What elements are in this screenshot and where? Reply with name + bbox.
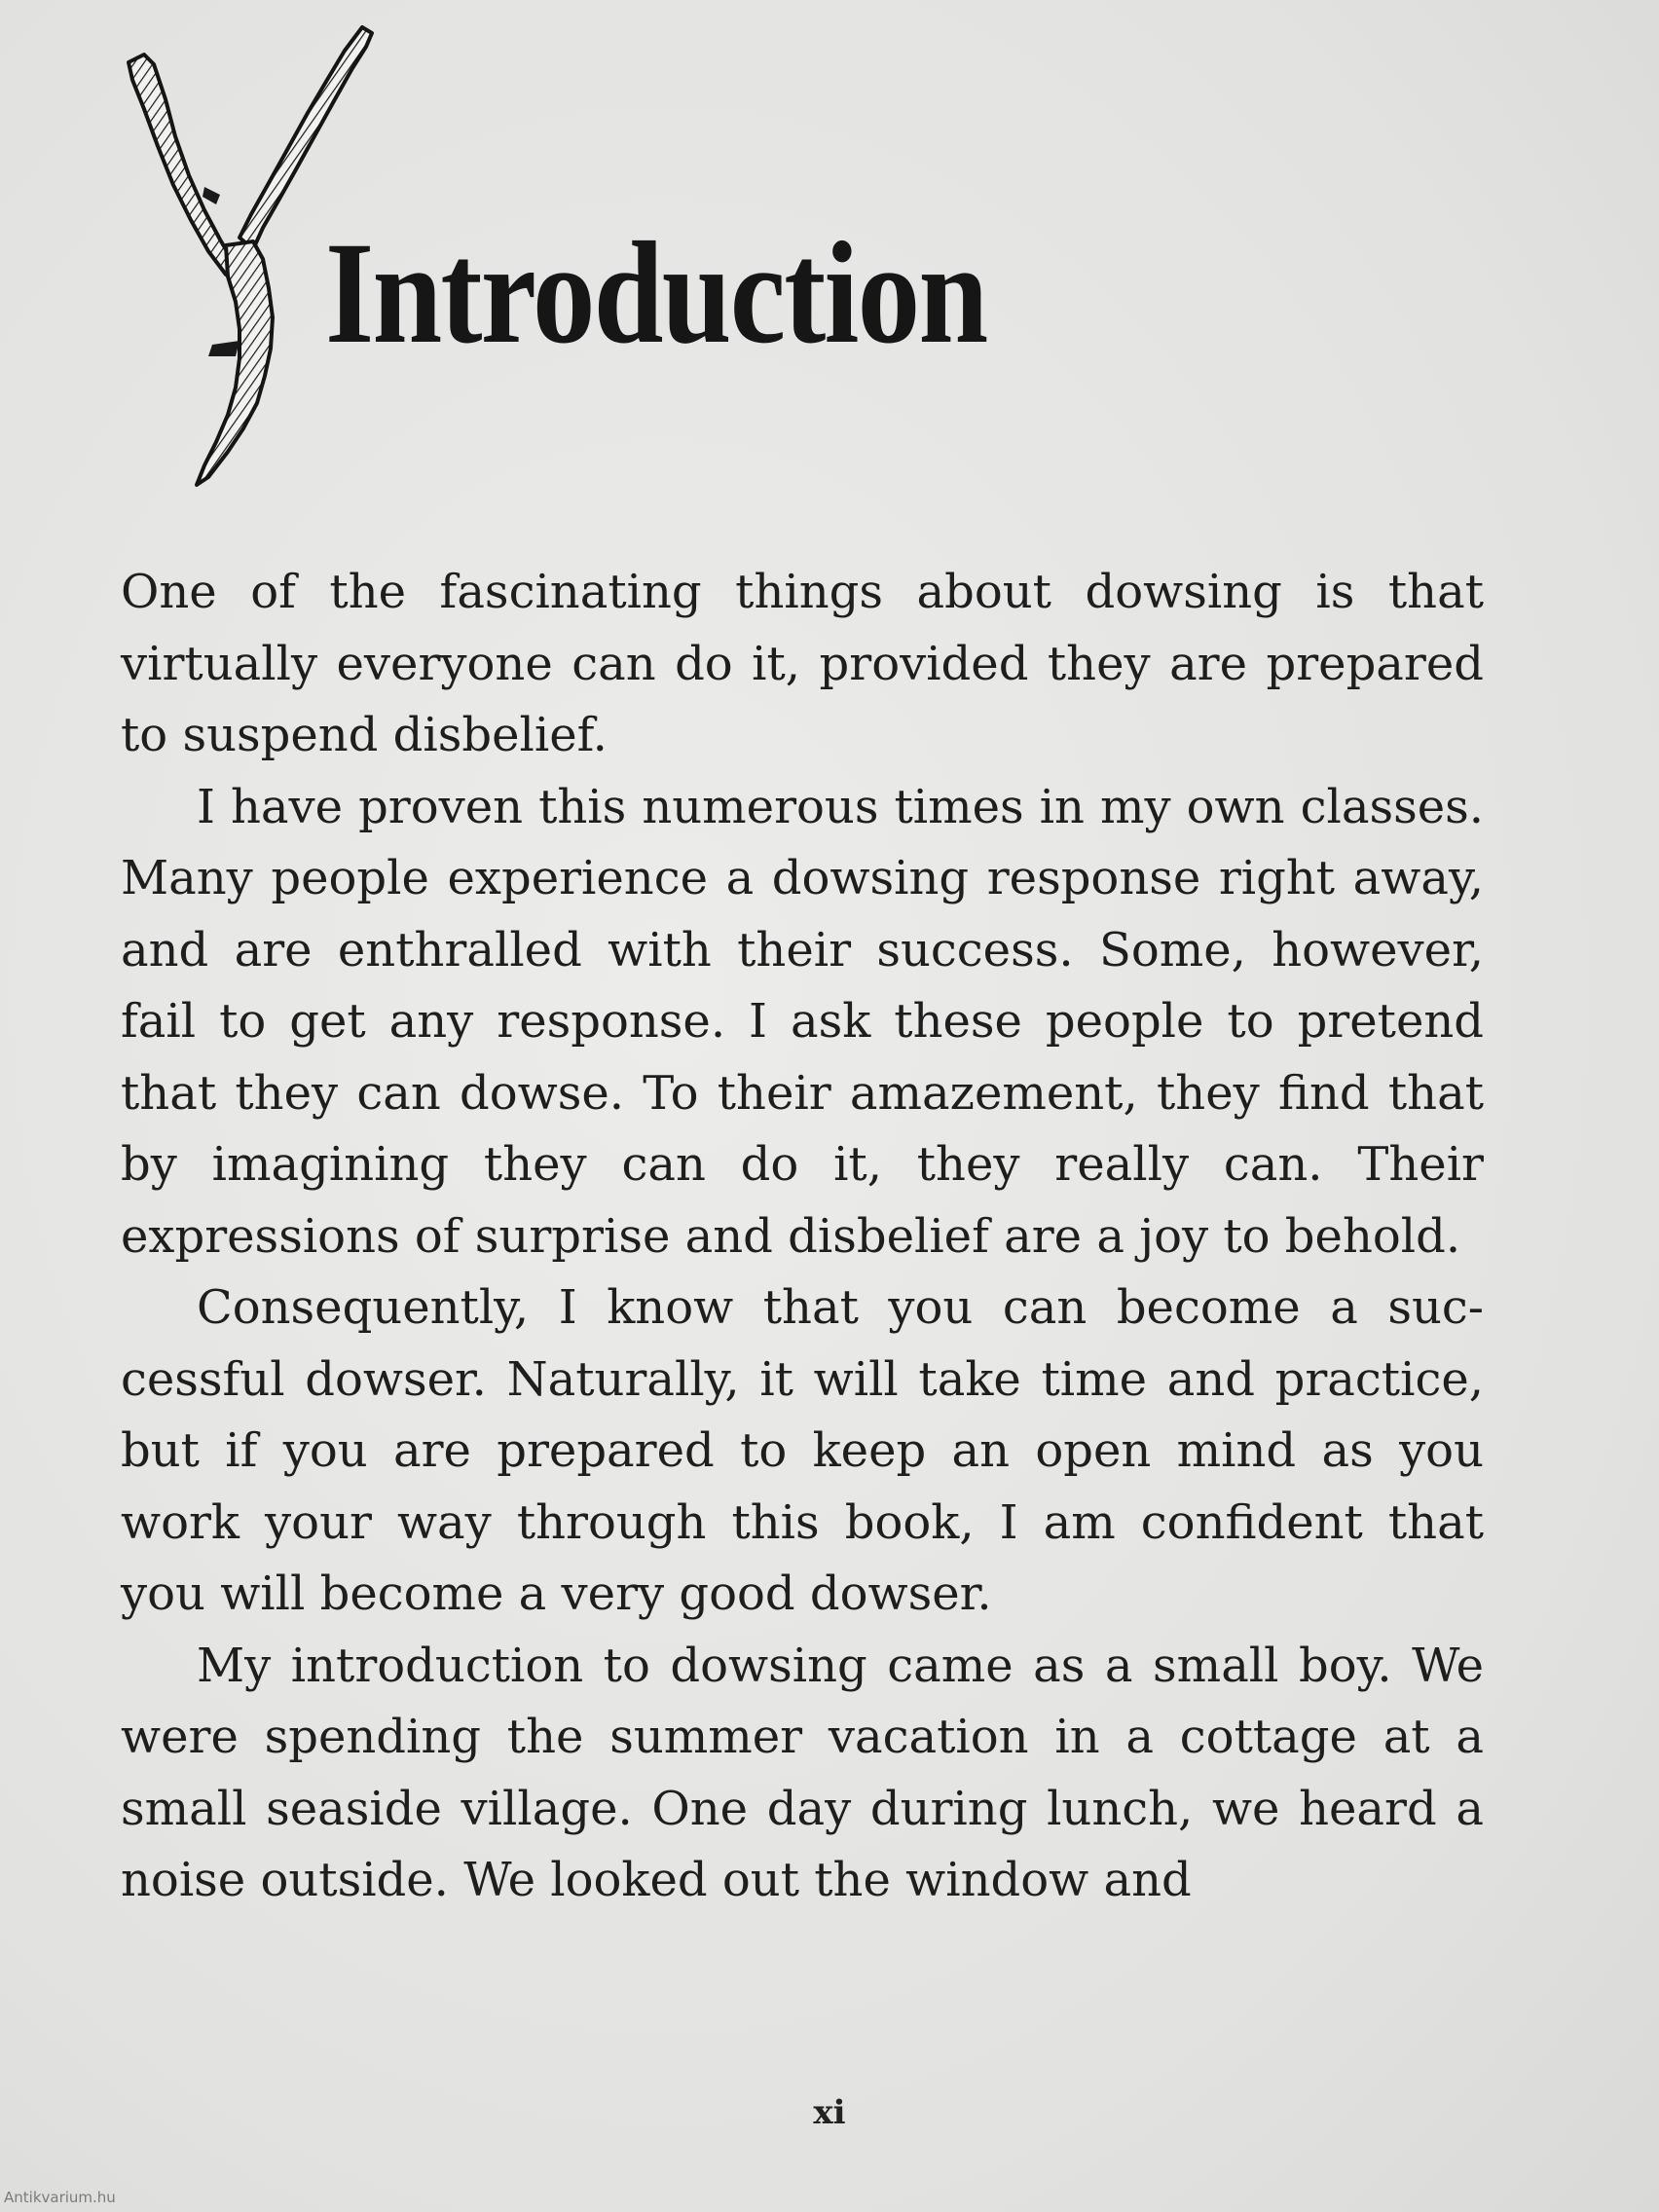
paragraph-3: Consequently, I know that you can become a successful dowser. Naturally, it will take time and practice, but if you are prepared to keep an open mind as you work your way through this book, I am confident that you will become a very good dowser. xyxy=(121,1280,1484,1621)
page-number: xi xyxy=(813,2093,846,2132)
watermark: Antikvarium.hu xyxy=(4,2189,116,2206)
paragraph-4: My introduction to dowsing came as a small boy. We were spending the summer vacation in a cottage at a small seaside village. One day during lunch, we heard a noise outside. We looked out the window and xyxy=(121,1638,1484,1907)
paragraph-2: I have proven this numerous times in my own classes. Many people experience a dowsing response right away, and are enthralled with their success. Some, however, fail to get any response. I ask these people to pretend that they can dowse. To their amazement, they find that by imagining they can do it, they really can. Their expressions of surprise and disbelief are a joy to behold. xyxy=(121,779,1484,1264)
paragraph-1: One of the fascinating things about dowsing is that virtually everyone can do it, provided they are prepared to suspend disbelief. xyxy=(121,565,1484,762)
chapter-title: Introduction xyxy=(325,212,987,374)
body-text xyxy=(121,557,1484,1917)
